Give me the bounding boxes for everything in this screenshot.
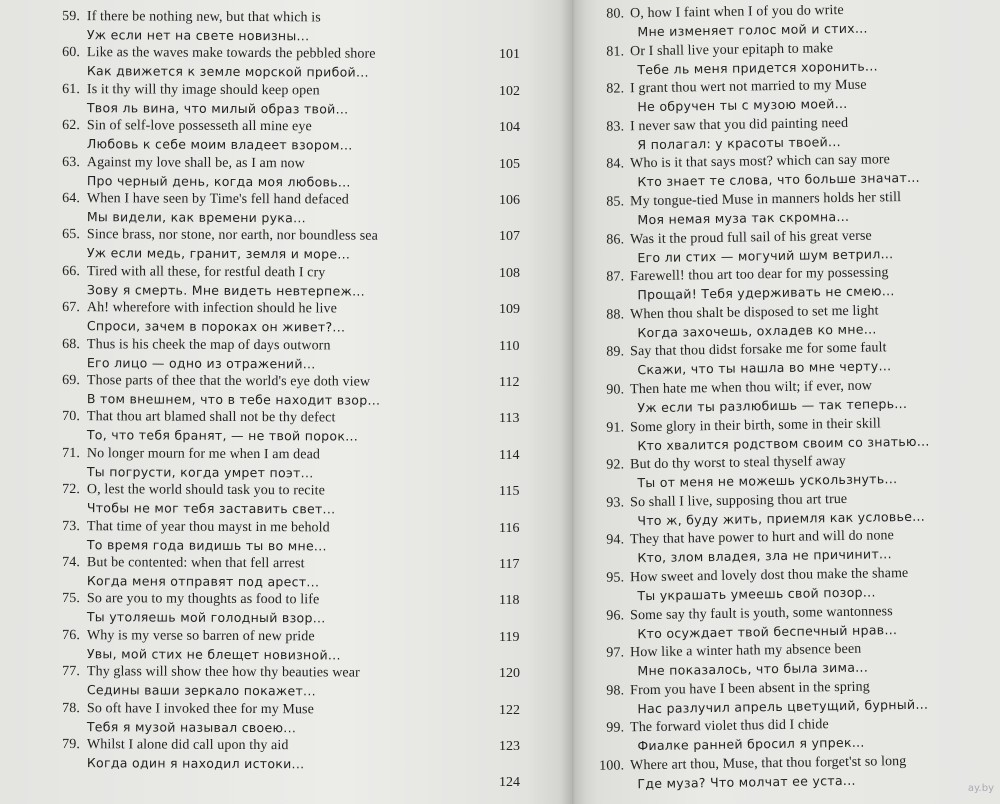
contents-entry bbox=[58, 736, 305, 773]
sonnet-first-line bbox=[58, 627, 341, 646]
sonnet-number: 90. bbox=[606, 382, 625, 398]
contents-entry bbox=[586, 77, 867, 117]
russian-incipit: Моя немая муза так скромна... bbox=[637, 208, 850, 228]
contents-entry bbox=[586, 603, 897, 644]
contents-entry bbox=[58, 81, 349, 119]
russian-incipit: Мне изменяет голос мой и стих... bbox=[637, 20, 868, 40]
sonnet-number: 83. bbox=[606, 119, 625, 135]
english-incipit: O, how I faint when I of you do write bbox=[630, 2, 844, 22]
sonnet-first-line bbox=[58, 299, 346, 319]
russian-incipit: Зову я смерть. Мне видеть невтерпеж... bbox=[86, 281, 365, 299]
contents-entry bbox=[58, 154, 351, 192]
sonnet-number: 72. bbox=[62, 482, 80, 498]
page-number: 120 bbox=[499, 666, 520, 682]
sonnet-number: 85. bbox=[606, 194, 625, 210]
english-incipit: Tired with all these, for restful death I cry bbox=[86, 263, 326, 281]
sonnet-first-line bbox=[58, 590, 326, 609]
english-incipit: How sweet and lovely dost thou make the shame bbox=[630, 565, 909, 586]
page-number: 123 bbox=[499, 739, 520, 754]
sonnet-number: 89. bbox=[606, 344, 625, 361]
english-incipit: I grant thou wert not married to my Muse bbox=[630, 77, 867, 97]
russian-incipit: Любовь к себе моим владеет взором... bbox=[86, 136, 353, 153]
russian-incipit: Ты украшать умеешь свой позор... bbox=[637, 584, 876, 604]
russian-incipit: Твоя ль вина, что милый образ твой... bbox=[86, 99, 349, 117]
contents-entry bbox=[58, 590, 326, 627]
russian-incipit: Фиалке ранней бросил я упрек... bbox=[637, 735, 865, 754]
contents-entry bbox=[58, 44, 376, 82]
page-number: 110 bbox=[499, 338, 520, 354]
sonnet-number: 96. bbox=[606, 607, 625, 624]
russian-incipit: Нас разлучил апрель цветущий, бурный... bbox=[637, 696, 929, 716]
russian-incipit: Чтобы не мог тебя заставить свет... bbox=[86, 500, 336, 517]
page-number: 102 bbox=[499, 83, 520, 99]
contents-entry bbox=[586, 2, 868, 42]
sonnet-number: 94. bbox=[606, 532, 625, 549]
contents-entry bbox=[58, 554, 320, 591]
russian-incipit: Про черный день, когда моя любовь... bbox=[86, 172, 351, 190]
sonnet-number: 59. bbox=[62, 9, 80, 25]
contents-entry bbox=[586, 641, 868, 681]
russian-incipit: Его лицо — одно из отражений... bbox=[86, 354, 316, 371]
contents-entry bbox=[58, 8, 321, 45]
english-incipit: That time of year thou mayst in me behold bbox=[86, 518, 330, 536]
russian-incipit: Тебя я музой называл своею... bbox=[86, 718, 297, 735]
english-incipit: Whilst I alone did call upon thy aid bbox=[86, 737, 289, 754]
contents-entry bbox=[58, 190, 349, 228]
sonnet-first-line bbox=[58, 117, 353, 137]
russian-incipit: Кто, злом владея, зла не причинит... bbox=[637, 546, 892, 566]
sonnet-number: 88. bbox=[606, 307, 625, 323]
english-incipit: Against my love shall be, as I am now bbox=[86, 154, 305, 171]
sonnet-number: 61. bbox=[62, 81, 80, 97]
english-incipit: Like as the waves make towards the pebbled shore bbox=[86, 45, 376, 63]
sonnet-number: 67. bbox=[62, 300, 80, 316]
contents-entry bbox=[58, 700, 314, 737]
sonnet-number: 71. bbox=[62, 445, 80, 461]
contents-entry bbox=[586, 414, 930, 455]
english-incipit: Was it the proud full sail of his great verse bbox=[630, 228, 872, 247]
page-number: 108 bbox=[499, 265, 520, 281]
page-number: 117 bbox=[499, 557, 520, 572]
page-number: 109 bbox=[499, 302, 520, 318]
page-number: 124 bbox=[499, 775, 520, 791]
contents-entry bbox=[586, 39, 878, 80]
sonnet-number: 73. bbox=[62, 518, 80, 534]
russian-incipit: Уж если медь, гранит, земля и море... bbox=[86, 245, 351, 262]
contents-entry bbox=[58, 408, 358, 446]
russian-incipit: Ты от меня не можешь ускользнуть... bbox=[637, 471, 898, 491]
sonnet-number: 65. bbox=[62, 227, 80, 243]
contents-entry bbox=[58, 117, 353, 155]
sonnet-number: 76. bbox=[62, 627, 80, 643]
contents-entry bbox=[58, 445, 320, 482]
contents-entry bbox=[58, 263, 365, 301]
sonnet-first-line bbox=[58, 190, 349, 210]
sonnet-number: 100. bbox=[599, 758, 625, 774]
sonnet-number: 93. bbox=[606, 495, 625, 511]
sonnet-first-line bbox=[58, 336, 331, 355]
russian-incipit: Я полагал: у красоты твоей... bbox=[637, 133, 841, 152]
sonnet-number: 95. bbox=[606, 570, 625, 586]
contents-entry bbox=[58, 336, 331, 373]
english-incipit: That thou art blamed shall not be thy defect bbox=[86, 409, 336, 426]
english-incipit: Then hate me when thou wilt; if ever, now bbox=[630, 378, 873, 398]
page-number: 122 bbox=[499, 702, 520, 718]
sonnet-number: 84. bbox=[606, 156, 625, 173]
page-number: 112 bbox=[499, 375, 520, 390]
english-incipit: If there be nothing new, but that which is bbox=[86, 9, 321, 26]
english-incipit: Thy glass will show thee how thy beauties wear bbox=[86, 664, 360, 681]
english-incipit: O, lest the world should task you to recite bbox=[86, 482, 325, 499]
sonnet-number: 99. bbox=[606, 720, 625, 737]
contents-entry bbox=[58, 663, 360, 701]
russian-incipit: Кто хвалится родством своим со знатью... bbox=[637, 433, 930, 453]
sonnet-first-line bbox=[58, 518, 330, 537]
sonnet-number: 69. bbox=[62, 373, 80, 389]
sonnet-first-line bbox=[58, 8, 321, 27]
russian-incipit: Ты погрусти, когда умрет поэт... bbox=[86, 463, 314, 481]
english-incipit: Say that thou didst forsake me for some fault bbox=[630, 340, 887, 360]
sonnet-number: 87. bbox=[606, 269, 625, 285]
sonnet-first-line bbox=[58, 81, 349, 101]
contents-entry bbox=[586, 227, 894, 268]
contents-entry bbox=[586, 340, 891, 381]
contents-entry bbox=[586, 677, 928, 718]
sonnet-number: 86. bbox=[606, 231, 625, 248]
page-number: 106 bbox=[499, 193, 520, 208]
russian-incipit: Когда захочешь, охладев ко мне... bbox=[637, 321, 877, 340]
sonnet-first-line bbox=[58, 736, 305, 755]
russian-incipit: Скажи, что ты нашла во мне черту... bbox=[637, 358, 892, 378]
english-incipit: When I have seen by Time's fell hand defaced bbox=[86, 191, 349, 208]
russian-incipit: Когда один я находил истоки... bbox=[86, 755, 305, 772]
contents-entry bbox=[586, 151, 920, 192]
russian-incipit: Когда меня отправят под арест... bbox=[86, 573, 320, 590]
russian-incipit: Его ли стих — могучий шум ветрил... bbox=[637, 245, 894, 265]
sonnet-number: 62. bbox=[62, 118, 80, 134]
sonnet-number: 74. bbox=[62, 555, 80, 571]
russian-incipit: Как движется к земле морской прибой... bbox=[86, 63, 369, 81]
page-number: 118 bbox=[499, 593, 520, 609]
sonnet-first-line bbox=[58, 663, 360, 683]
page-number: 104 bbox=[499, 120, 520, 136]
english-incipit: But be contented: when that fell arrest bbox=[86, 555, 305, 572]
contents-entry bbox=[58, 627, 341, 664]
contents-entry bbox=[586, 264, 895, 305]
sonnet-first-line bbox=[58, 445, 320, 464]
russian-incipit: Где муза? Что молчат ее уста... bbox=[637, 772, 856, 792]
sonnet-number: 97. bbox=[606, 645, 625, 661]
contents-entry bbox=[58, 518, 330, 555]
sonnet-number: 77. bbox=[62, 664, 80, 680]
russian-incipit: В том внешнем, что в тебе находит взор... bbox=[86, 391, 381, 408]
page-number: 115 bbox=[499, 484, 520, 500]
page-number: 105 bbox=[499, 156, 520, 172]
russian-incipit: Уж если нет на свете новизны... bbox=[86, 27, 310, 44]
sonnet-number: 80. bbox=[606, 6, 625, 22]
sonnet-number: 64. bbox=[62, 191, 80, 207]
sonnet-first-line bbox=[58, 44, 376, 64]
sonnet-number: 79. bbox=[62, 737, 80, 753]
russian-incipit: Спроси, зачем в пороках он живет?... bbox=[86, 318, 346, 335]
contents-entry bbox=[586, 189, 901, 230]
russian-incipit: Уж если ты разлюбишь — так теперь... bbox=[637, 395, 908, 416]
russian-incipit: То время года видишь ты во мне... bbox=[86, 536, 327, 554]
russian-incipit: Мне показалось, что была зима... bbox=[637, 659, 869, 679]
contents-entry bbox=[586, 716, 865, 756]
russian-incipit: Кто знает те слова, что больше значат... bbox=[637, 170, 920, 190]
english-incipit: Thus is his cheek the map of days outworn bbox=[86, 336, 331, 354]
sonnet-first-line bbox=[58, 700, 314, 719]
english-incipit: Or I shall live your epitaph to make bbox=[630, 40, 834, 59]
contents-entry bbox=[586, 302, 879, 343]
contents-entry bbox=[586, 528, 894, 569]
english-incipit: From you have I been absent in the spring bbox=[630, 679, 870, 699]
english-incipit: But do thy worst to steal thyself away bbox=[630, 454, 846, 473]
english-incipit: Since brass, nor stone, nor earth, nor boundless sea bbox=[86, 227, 378, 245]
contents-entry bbox=[586, 377, 907, 418]
russian-incipit: То, что тебя бранят, — не твой порок... bbox=[86, 427, 359, 444]
english-incipit: Those parts of thee that the world's eye doth view bbox=[86, 373, 371, 390]
sonnet-first-line bbox=[58, 408, 358, 428]
contents-entry bbox=[586, 753, 907, 794]
english-incipit: How like a winter hath my absence been bbox=[630, 641, 862, 661]
english-incipit: They that have power to hurt and will do none bbox=[630, 528, 895, 548]
sonnet-number: 78. bbox=[62, 700, 80, 716]
right-page bbox=[572, 0, 1000, 804]
sonnet-first-line bbox=[58, 263, 365, 283]
sonnet-number: 91. bbox=[606, 419, 625, 436]
english-incipit: Sin of self-love possesseth all mine eye bbox=[86, 118, 312, 135]
contents-entry bbox=[58, 372, 381, 410]
russian-incipit: Ты утоляешь мой голодный взор... bbox=[86, 609, 326, 626]
english-incipit: Who is it that says most? which can say more bbox=[630, 152, 891, 172]
sonnet-number: 70. bbox=[62, 409, 80, 425]
contents-entry bbox=[586, 565, 909, 606]
russian-incipit: Кто осуждает твой беспечный нрав... bbox=[637, 621, 898, 641]
page-number: 113 bbox=[499, 411, 520, 427]
sonnet-number: 81. bbox=[606, 43, 625, 60]
sonnet-number: 75. bbox=[62, 591, 80, 607]
sonnet-number: 98. bbox=[606, 683, 625, 699]
english-incipit: So are you to my thoughts as food to life bbox=[86, 591, 320, 608]
english-incipit: No longer mourn for me when I am dead bbox=[86, 445, 321, 463]
contents-entry bbox=[58, 481, 336, 518]
english-incipit: Where art thou, Muse, that thou forget'st so long bbox=[630, 753, 907, 774]
contents-entry bbox=[586, 115, 849, 155]
russian-incipit: Увы, мой стих не блещет новизной... bbox=[86, 645, 341, 663]
sonnet-number: 68. bbox=[62, 336, 80, 352]
sonnet-number: 60. bbox=[62, 45, 80, 61]
english-incipit: My tongue-tied Muse in manners holds her still bbox=[630, 190, 902, 210]
sonnet-first-line bbox=[58, 372, 381, 392]
contents-entry bbox=[586, 489, 925, 530]
russian-incipit: Что ж, буду жить, приемля как условье... bbox=[637, 508, 926, 528]
page-number: 107 bbox=[499, 229, 520, 245]
sonnet-number: 66. bbox=[62, 263, 80, 279]
english-incipit: Farewell! thou art too dear for my possessing bbox=[630, 265, 889, 285]
contents-entry bbox=[58, 226, 378, 264]
english-incipit: I never saw that you did painting need bbox=[630, 115, 849, 135]
sonnet-first-line bbox=[58, 226, 378, 246]
page-number: 101 bbox=[499, 47, 520, 63]
russian-incipit: Седины ваши зеркало покажет... bbox=[86, 682, 316, 699]
english-incipit: Is it thy will thy image should keep open bbox=[86, 81, 320, 99]
russian-incipit: Не обручен ты с музою моей... bbox=[637, 96, 848, 115]
english-incipit: Some glory in their birth, some in their skill bbox=[630, 415, 881, 435]
contents-entry bbox=[586, 452, 897, 493]
english-incipit: Ah! wherefore with infection should he live bbox=[86, 300, 338, 317]
russian-incipit: Прощай! Тебя удерживать не смею... bbox=[637, 283, 895, 303]
sonnet-number: 92. bbox=[606, 457, 625, 473]
sonnet-first-line bbox=[58, 481, 336, 500]
sonnet-number: 82. bbox=[606, 81, 625, 97]
russian-incipit: Мы видели, как времени рука... bbox=[86, 209, 306, 226]
page-number: 119 bbox=[499, 629, 520, 645]
english-incipit: So shall I live, supposing thou art true bbox=[630, 491, 848, 511]
english-incipit: The forward violet thus did I chide bbox=[630, 717, 829, 736]
book-gutter bbox=[560, 0, 586, 804]
english-incipit: Why is my verse so barren of new pride bbox=[86, 627, 315, 645]
page-number: 114 bbox=[499, 447, 520, 463]
english-incipit: So oft have I invoked thee for my Muse bbox=[86, 700, 314, 717]
english-incipit: Some say thy fault is youth, some wantonness bbox=[630, 603, 893, 623]
sonnet-first-line bbox=[58, 154, 351, 174]
page-number: 116 bbox=[499, 520, 520, 536]
russian-incipit: Тебе ль меня придется хоронить... bbox=[637, 58, 878, 77]
contents-entry bbox=[58, 299, 346, 337]
sonnet-number: 63. bbox=[62, 154, 80, 170]
sonnet-first-line bbox=[58, 554, 319, 573]
english-incipit: When thou shalt be disposed to set me light bbox=[630, 303, 879, 323]
watermark: ay.by bbox=[967, 783, 994, 794]
